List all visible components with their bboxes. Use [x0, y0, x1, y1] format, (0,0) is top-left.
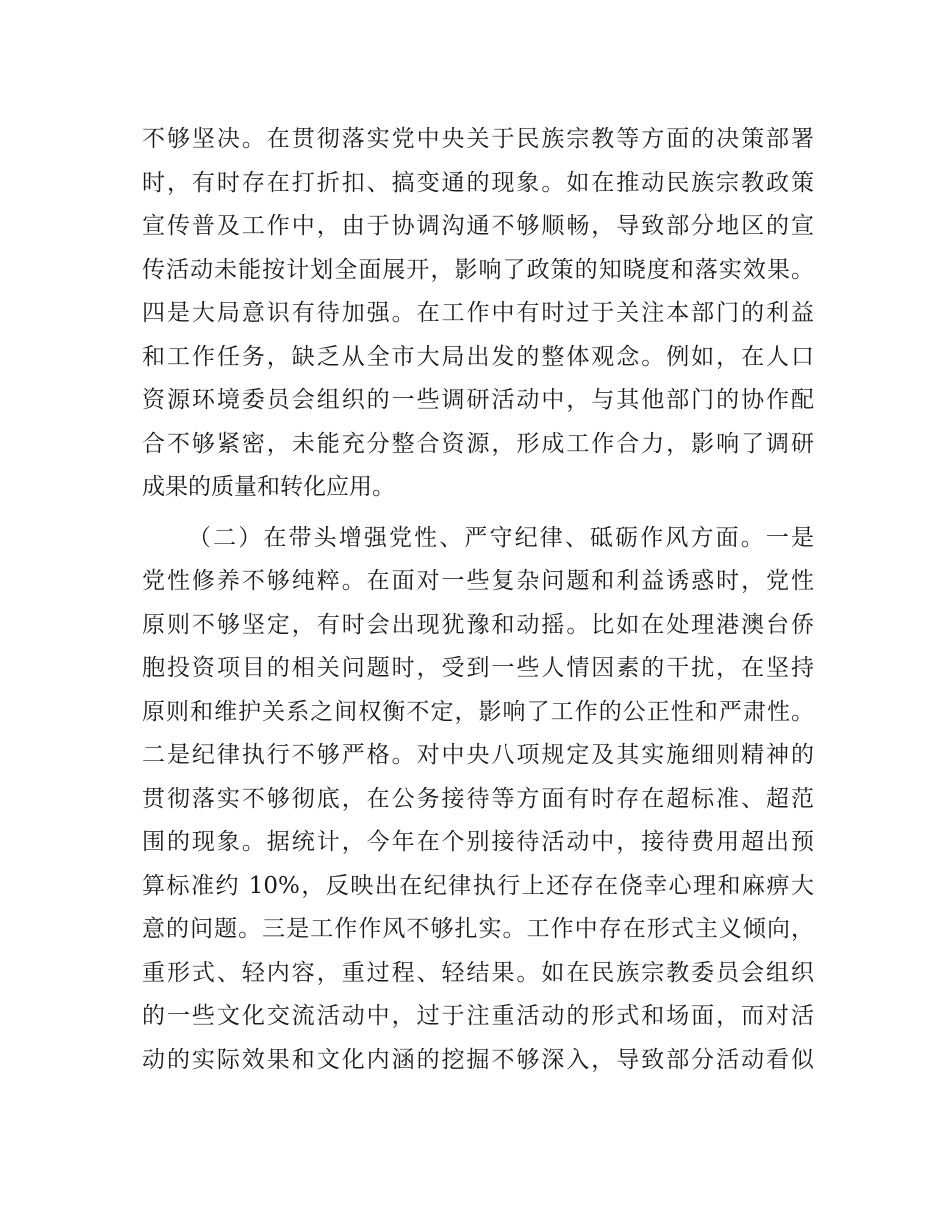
text-line: 传活动未能按计划全面展开，影响了政策的知晓度和落实效果。	[142, 256, 814, 283]
text-line: 四是大局意识有待加强。在工作中有时过于关注本部门的利益	[142, 300, 814, 326]
text-line: （二）在带头增强党性、严守纪律、砥砺作风方面。一是	[188, 524, 814, 551]
document-body	[142, 118, 814, 1082]
text-line: 二是纪律执行不够严格。对中央八项规定及其实施细则精神的	[142, 742, 814, 768]
text-line: 动的实际效果和文化内涵的挖掘不够深入，导致部分活动看似	[142, 1046, 814, 1073]
text-line: 党性修养不够纯粹。在面对一些复杂问题和利益诱惑时，党性	[142, 568, 814, 594]
text-line: 成果的质量和转化应用。	[142, 474, 395, 500]
text-line: 重形式、轻内容，重过程、轻结果。如在民族宗教委员会组织	[142, 959, 814, 986]
text-line: 意的问题。三是工作作风不够扎实。工作中存在形式主义倾向，	[142, 916, 814, 942]
text-line: 的一些文化交流活动中，过于注重活动的形式和场面，而对活	[142, 1003, 814, 1029]
text-line: 不够坚决。在贯彻落实党中央关于民族宗教等方面的决策部署	[142, 126, 814, 152]
text-line: 胞投资项目的相关问题时，受到一些人情因素的干扰，在坚持	[142, 655, 814, 681]
paragraph-2	[142, 517, 814, 1083]
text-line: 时，有时存在打折扣、搞变通的现象。如在推动民族宗教政策	[142, 169, 814, 196]
paragraph-spacer	[142, 510, 814, 517]
text-line: 围的现象。据统计，今年在个别接待活动中，接待费用超出预	[142, 829, 814, 855]
text-line: 资源环境委员会组织的一些调研活动中，与其他部门的协作配	[142, 387, 814, 413]
text-line: 算标准约 10%，反映出在纪律执行上还存在侥幸心理和麻痹大	[142, 872, 814, 899]
text-line: 宣传普及工作中，由于协调沟通不够顺畅，导致部分地区的宣	[142, 213, 814, 239]
text-line: 合不够紧密，未能充分整合资源，形成工作合力，影响了调研	[142, 430, 814, 457]
text-line: 原则和维护关系之间权衡不定，影响了工作的公正性和严肃性。	[142, 698, 814, 725]
text-line: 贯彻落实不够彻底，在公务接待等方面有时存在超标准、超范	[142, 785, 814, 812]
text-line: 和工作任务，缺乏从全市大局出发的整体观念。例如，在人口	[142, 343, 814, 370]
text-line: 原则不够坚定，有时会出现犹豫和动摇。比如在处理港澳台侨	[142, 611, 814, 638]
paragraph-1	[142, 118, 814, 510]
